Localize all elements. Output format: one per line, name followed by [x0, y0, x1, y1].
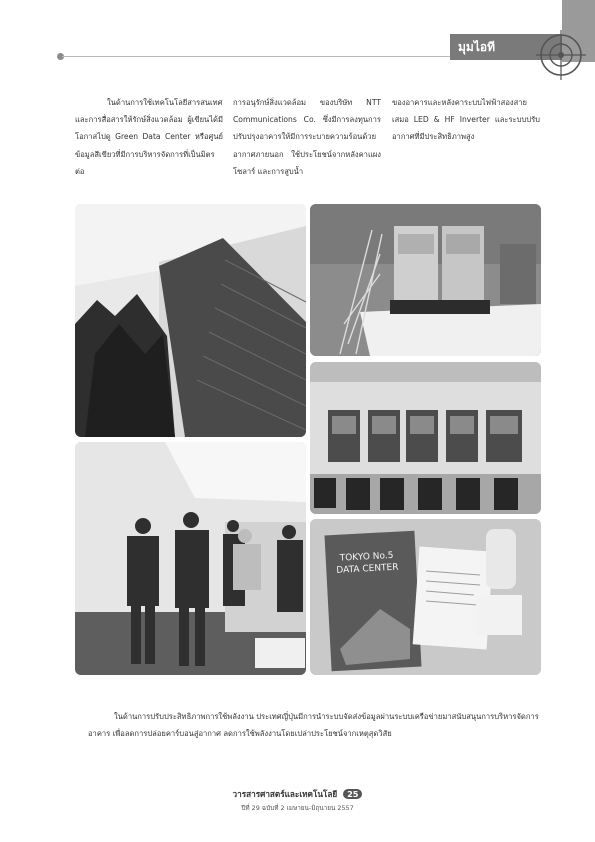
article-column-1	[75, 94, 223, 180]
photo-visit-group	[75, 442, 306, 675]
journal-title: วารสารศาสตร์และเทคโนโลยี	[232, 789, 338, 799]
article-paragraph: ของอาคารและหลังคาระบบไฟฟ้าสองสายเสมอ LED & HF Inverter และระบบปรับอากาศที่มีประสิทธิภาพสูง	[392, 98, 540, 142]
article-column-2	[233, 94, 381, 180]
photo-display-room	[310, 362, 541, 514]
page-number: 25	[343, 789, 362, 799]
photo-caption	[88, 708, 548, 742]
section-label: มุมไอที	[458, 40, 495, 54]
caption-text: ในด้านการปรับประสิทธิภาพการใช้พลังงาน ประเทศญี่ปุ่นมีการนำระบบจัดส่งข้อมูลผ่านระบบเครือข่ายมาสนับสนุนการบริหารจัดการอาคาร เพื่อลดการปล่อยคาร์บอนสู่อากาศ ลดการใช้พลังงานโดยเปล่าประโยชน์จากเหตุสุดวิสัย	[88, 712, 539, 738]
footer-journal-title	[0, 788, 595, 801]
photo-server-model	[310, 204, 541, 356]
brochure-title-line1: TOKYO No.5	[339, 550, 394, 564]
photo-brochure	[310, 519, 541, 675]
article-paragraph: การอนุรักษ์สิ่งแวดล้อม ของบริษัท NTT Communications Co. ซึ่งมีการลงทุนการปรับปรุงอาคารให้มีการระบายความร้อนด้วยอากาศภายนอก ใช้ประโยชน์จากหลังคาแผงโซลาร์ และการสูบน้ำ	[233, 98, 381, 176]
brochure-title-line2: DATA CENTER	[336, 562, 399, 576]
photo-building-exterior	[75, 204, 306, 437]
footer-issue-line: ปีที่ 29 ฉบับที่ 2 เมษายน-มิถุนายน 2557	[241, 804, 354, 812]
article-paragraph: ในด้านการใช้เทคโนโลยีสารสนเทศและการสื่อสารให้รักษ์สิ่งแวดล้อม ผู้เขียนได้มีโอกาสไปดู Green Data Center หรือศูนย์ข้อมูลสีเขียวที่มีการบริหารจัดการที่เป็นมิตรต่อ	[75, 98, 223, 176]
article-column-3	[392, 94, 540, 146]
target-logo-icon	[536, 30, 586, 80]
